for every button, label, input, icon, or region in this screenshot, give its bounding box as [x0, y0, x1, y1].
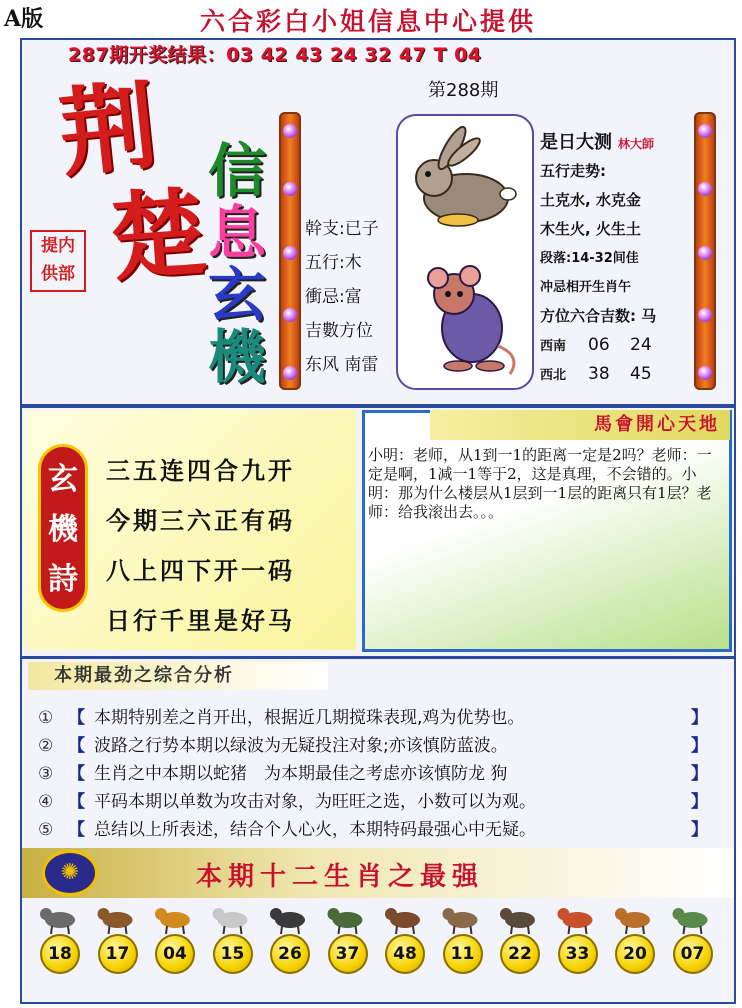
snake-icon [328, 908, 363, 934]
forecast-line: 木生火, 火生土 [540, 220, 641, 238]
close-bracket: 】 [691, 764, 708, 784]
poem-line: 今期三六正有码 [106, 506, 295, 535]
item-text: 总结以上所表述，结合个人心火，本期特码最强心中无疑。 [94, 820, 536, 840]
gem-icon [283, 124, 297, 138]
xinxi-title [205, 137, 269, 391]
joke-text: 小明：老师，从1到一1的距离一定是2吗？老师：一定是啊，1减一1等于2，这是真理，不会错的。小明：那为什么楼层从1层到一1层的距离只有1层？老师：给我滚出去。。。 [368, 446, 712, 521]
poem-line: 三五连四合九开 [106, 456, 295, 485]
monkey-icon [500, 908, 535, 934]
zodiac-animal-row [30, 900, 730, 936]
forecast-line: 土克水, 水克金 [540, 191, 641, 209]
gem-icon [698, 124, 712, 138]
forecast-title: 是日大测 [540, 132, 612, 153]
analysis-item [38, 788, 708, 816]
dragon-icon [270, 908, 305, 934]
masthead-char-2: 楚 [106, 175, 210, 296]
forecast-line: 段落:14-32间佳 [540, 251, 639, 266]
goat-icon [443, 908, 478, 934]
item-number: ③ [38, 764, 54, 784]
gem-icon [698, 246, 712, 260]
poem-line: 日行千里是好马 [106, 606, 295, 635]
xinxi-char: 機 [207, 323, 266, 391]
close-bracket: 】 [691, 820, 708, 840]
close-bracket: 】 [691, 792, 708, 812]
analysis-title: 本期最劲之综合分析 [28, 662, 328, 690]
horse-icon [385, 908, 420, 934]
right-pillar [694, 112, 716, 390]
zodiac-number-ball: 15 [213, 934, 253, 974]
zodiac-number-ball: 20 [615, 934, 655, 974]
direction-number: 24 [630, 335, 652, 355]
forecast-heading [540, 128, 696, 157]
info-item: 吉數方位 [305, 321, 373, 341]
item-text: 波路之行势本期以绿波为无疑投注对象;亦该慎防蓝波。 [94, 736, 508, 756]
direction-number: 38 [588, 364, 610, 384]
zodiac-number-row [40, 934, 730, 974]
dog-icon [615, 908, 650, 934]
open-bracket: 【 [68, 820, 85, 840]
zodiac-number-ball: 11 [443, 934, 483, 974]
zodiac-number-ball: 33 [558, 934, 598, 974]
section-divider [20, 404, 736, 408]
zodiac-number-ball: 07 [673, 934, 713, 974]
open-bracket: 【 [68, 764, 85, 784]
xinxi-char: 玄 [207, 261, 266, 329]
item-text: 本期特别差之肖开出，根据近几期搅珠表现,鸡为优势也。 [94, 708, 525, 728]
direction-name: 西南 [540, 339, 567, 354]
stamp-line: 提内 [41, 236, 75, 256]
item-number: ⑤ [38, 820, 54, 840]
rabbit-icon [416, 124, 516, 226]
draw-result: 287期开奖结果：03 42 43 24 32 47 T 04 [68, 44, 482, 66]
poem-badge-char: 詩 [48, 562, 78, 597]
zodiac-illustration [398, 116, 532, 388]
analysis-item [38, 732, 708, 760]
pig-icon [673, 908, 708, 934]
rat-icon [428, 266, 514, 374]
info-item: 五行:木 [305, 253, 362, 273]
daily-forecast [540, 128, 696, 389]
rat-icon [40, 908, 75, 934]
forecast-author: 林大師 [618, 137, 655, 151]
poem-lines [106, 446, 295, 646]
info-item: 衝忌:富 [305, 287, 362, 307]
issue-number: 第288期 [428, 80, 499, 101]
direction-number: 06 [588, 335, 610, 355]
direction-row [540, 360, 696, 389]
gem-icon [283, 308, 297, 322]
gem-icon [283, 366, 297, 380]
analysis-item [38, 760, 708, 788]
item-number: ④ [38, 792, 54, 812]
rabbit-icon [213, 908, 248, 934]
poem-badge-char: 機 [48, 512, 78, 547]
tiger-icon [155, 908, 190, 934]
item-text: 平码本期以单数为攻击对象，为旺旺之选，小数可以为观。 [94, 792, 536, 812]
item-text: 生肖之中本期以蛇猪 为本期最佳之考虑亦该慎防龙 狗 [94, 764, 508, 784]
zodiac-number-ball: 18 [40, 934, 80, 974]
gem-icon [283, 246, 297, 260]
stamp-seal [30, 230, 86, 292]
zodiac-number-ball: 17 [98, 934, 138, 974]
info-item: 幹支:已子 [305, 219, 379, 239]
joke-title: 馬會開心天地 [430, 410, 730, 440]
direction-number: 45 [630, 364, 652, 384]
left-pillar [279, 112, 301, 390]
top-title: 六合彩白小姐信息中心提供 [200, 7, 537, 36]
zodiac-number-ball: 48 [385, 934, 425, 974]
poem-line: 八上四下开一码 [106, 556, 295, 585]
close-bracket: 】 [691, 736, 708, 756]
item-number: ② [38, 736, 54, 756]
direction-name: 西北 [540, 368, 567, 383]
forecast-line: 冲忌相开生肖午 [540, 280, 632, 295]
xinxi-char: 息 [207, 199, 266, 267]
info-item: 东风 南雷 [305, 355, 379, 375]
zodiac-number-ball: 26 [270, 934, 310, 974]
open-bracket: 【 [68, 736, 85, 756]
zodiac-number-ball: 04 [155, 934, 195, 974]
open-bracket: 【 [68, 792, 85, 812]
gem-icon [698, 366, 712, 380]
stamp-line: 供部 [41, 264, 75, 284]
poem-badge-char: 玄 [48, 462, 78, 497]
zodiac-title: 本期十二生肖之最强 [196, 862, 485, 892]
rooster-icon [558, 908, 593, 934]
direction-row [540, 331, 696, 360]
zodiac-number-ball: 22 [500, 934, 540, 974]
zodiac-picture-box [396, 114, 534, 390]
item-number: ① [38, 708, 54, 728]
version-label: A版 [4, 6, 44, 32]
info-list [305, 212, 379, 382]
forecast-line: 方位六合吉数: 马 [540, 307, 657, 325]
masthead-char-1: 荆 [54, 68, 162, 191]
zodiac-badge-icon: ✺ [42, 850, 98, 896]
poem-badge [38, 444, 88, 612]
analysis-item [38, 704, 708, 732]
ox-icon [98, 908, 133, 934]
gem-icon [698, 308, 712, 322]
open-bracket: 【 [68, 708, 85, 728]
analysis-item [38, 816, 708, 844]
close-bracket: 】 [691, 708, 708, 728]
section-divider [20, 656, 736, 659]
zodiac-number-ball: 37 [328, 934, 368, 974]
gem-icon [283, 182, 297, 196]
gem-icon [698, 182, 712, 196]
forecast-line: 五行走势: [540, 162, 606, 180]
analysis-list [38, 704, 708, 844]
xinxi-char: 信 [207, 137, 266, 205]
